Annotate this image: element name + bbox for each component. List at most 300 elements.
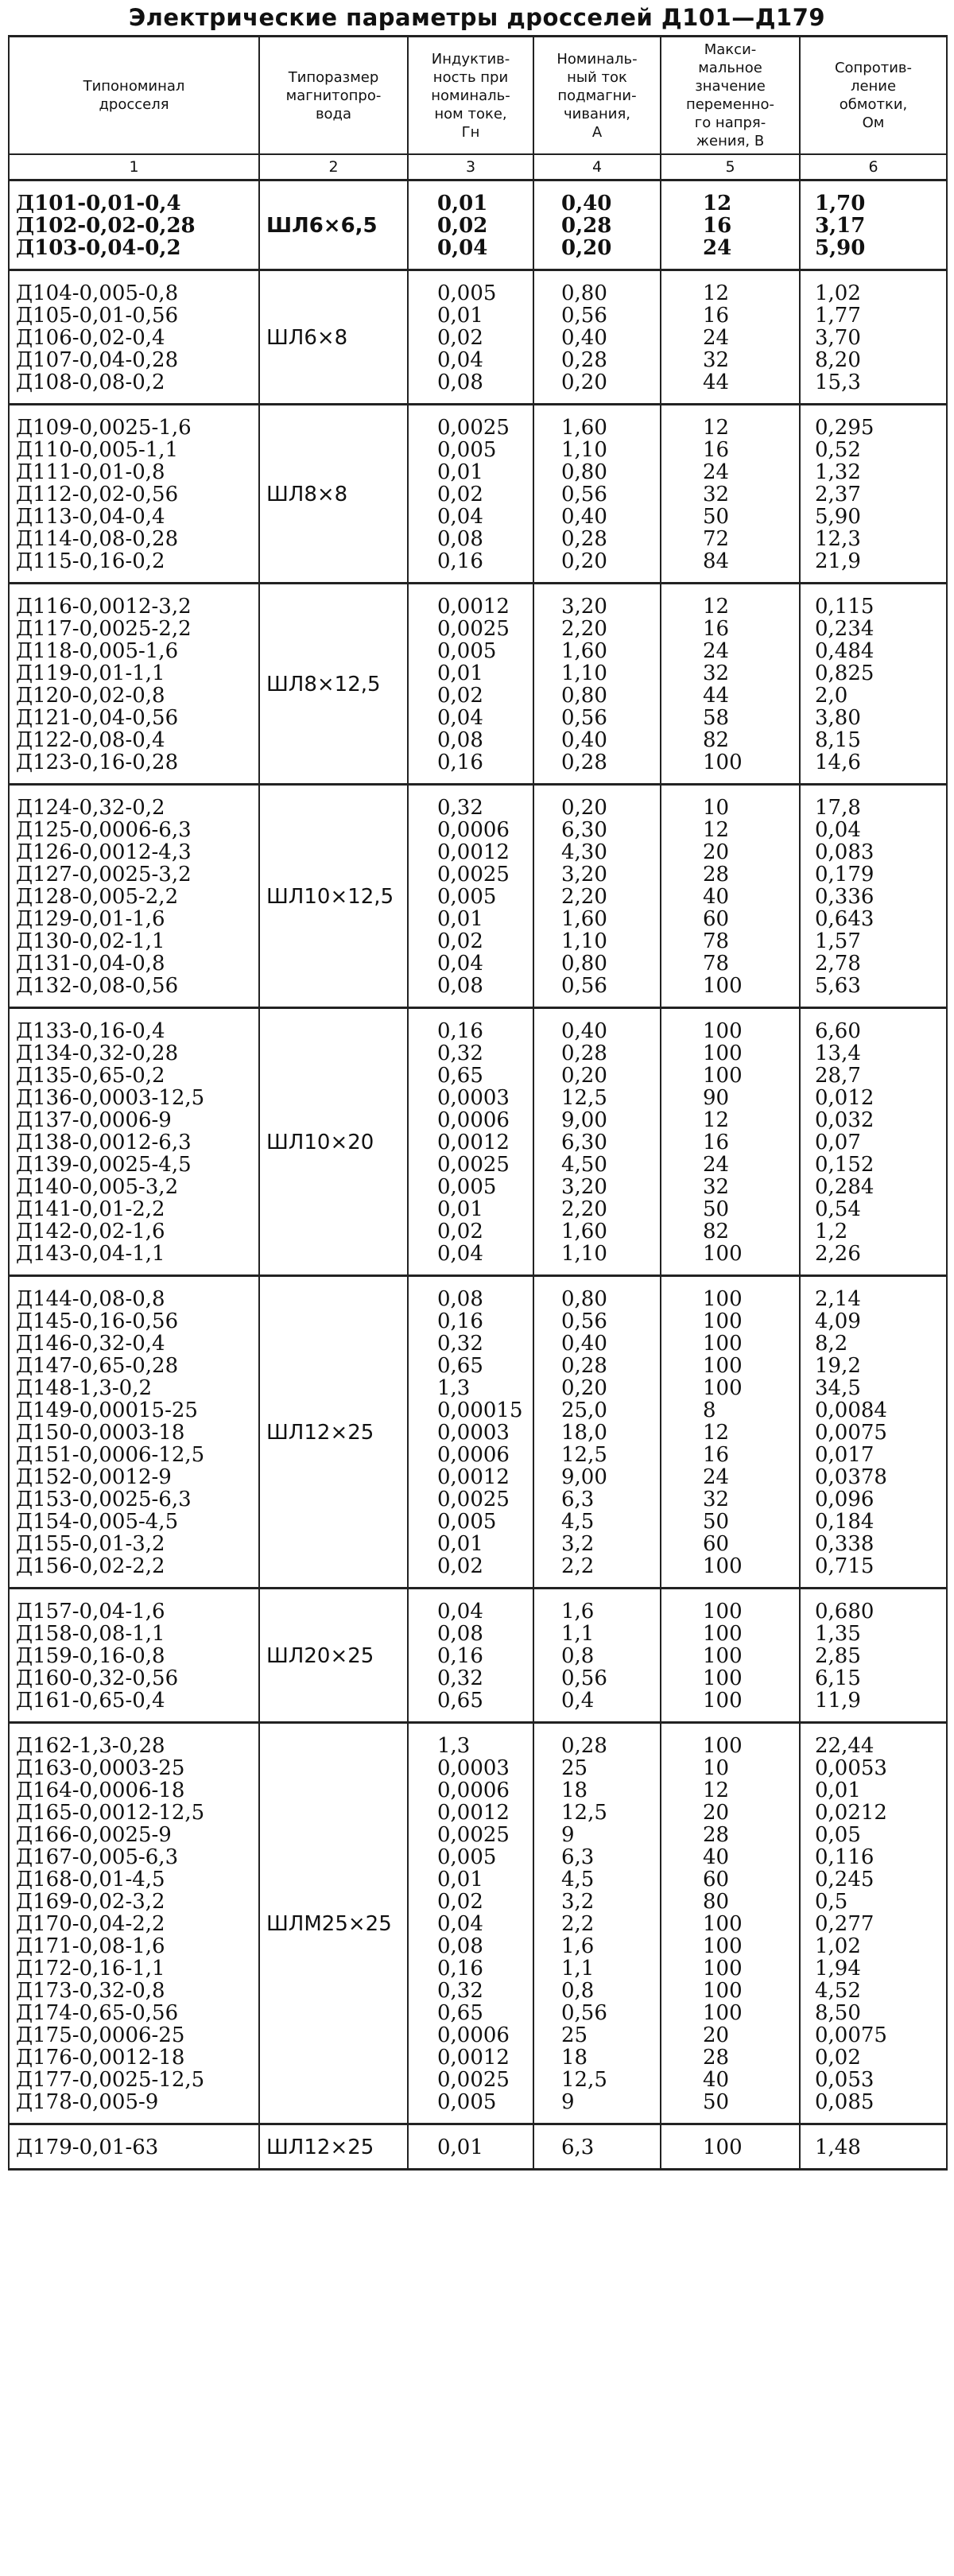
type-designation: Д159-0,16-0,8 <box>16 1644 165 1668</box>
type-designation: Д119-0,01-1,1 <box>16 661 165 685</box>
rated-current: 0,40 <box>561 728 607 752</box>
max-voltage: 32 <box>703 1175 730 1199</box>
rated-current: 1,1 <box>561 1622 595 1646</box>
inductance-cell <box>408 584 533 785</box>
table-row-group <box>9 1008 947 1276</box>
winding-resistance: 11,9 <box>815 1689 861 1713</box>
rated-current: 3,2 <box>561 1890 595 1914</box>
winding-resistance: 0,05 <box>815 1823 861 1847</box>
type-designation: Д108-0,08-0,2 <box>16 370 165 394</box>
rated-current: 0,28 <box>561 348 607 372</box>
type-designation-cell <box>9 1589 259 1723</box>
winding-resistance: 12,3 <box>815 527 861 551</box>
type-designation-cell <box>9 785 259 1008</box>
core-size-cell: ШЛ10×12,5 <box>259 785 408 1008</box>
header-line: мальное <box>698 60 762 76</box>
type-designation: Д135-0,65-0,2 <box>16 1064 165 1088</box>
winding-resistance: 1,48 <box>815 2136 861 2159</box>
type-designation-cell <box>9 2124 259 2170</box>
table-row-group <box>9 180 947 270</box>
max-voltage: 100 <box>703 1287 743 1311</box>
max-voltage: 100 <box>703 1309 743 1333</box>
max-voltage: 100 <box>703 2136 743 2159</box>
inductance-cell <box>408 405 533 584</box>
winding-resistance: 15,3 <box>815 370 861 394</box>
type-designation: Д162-1,3-0,28 <box>16 1734 165 1758</box>
column-header-4 <box>533 37 661 155</box>
winding-resistance: 0,0378 <box>815 1465 887 1489</box>
type-designation: Д168-0,01-4,5 <box>16 1868 165 1891</box>
type-designation: Д160-0,32-0,56 <box>16 1666 179 1690</box>
type-designation: Д121-0,04-0,56 <box>16 706 179 730</box>
max-voltage: 40 <box>703 1845 730 1869</box>
type-designation: Д154-0,005-4,5 <box>16 1510 179 1534</box>
header-line: ном токе, <box>434 105 507 122</box>
rated-current: 2,2 <box>561 1554 595 1578</box>
max-voltage: 24 <box>703 326 730 350</box>
type-designation: Д112-0,02-0,56 <box>16 483 179 506</box>
table-row-group <box>9 584 947 785</box>
type-designation: Д145-0,16-0,56 <box>16 1309 179 1333</box>
inductance: 0,0006 <box>437 2023 510 2047</box>
rated-current: 1,10 <box>561 438 607 462</box>
max-voltage-cell <box>661 405 800 584</box>
inductance: 0,0003 <box>437 1756 510 1780</box>
core-size-cell: ШЛ8×8 <box>259 405 408 584</box>
max-voltage: 100 <box>703 1376 743 1400</box>
type-designation: Д101-0,01-0,4 <box>16 192 181 215</box>
winding-resistance-cell <box>800 1589 947 1723</box>
max-voltage: 16 <box>703 1131 730 1154</box>
rated-current: 0,56 <box>561 1666 607 1690</box>
type-designation: Д142-0,02-1,6 <box>16 1220 165 1243</box>
max-voltage: 8 <box>703 1399 716 1422</box>
core-size-cell: ШЛ6×8 <box>259 270 408 405</box>
max-voltage: 16 <box>703 617 730 641</box>
type-designation: Д151-0,0006-12,5 <box>16 1443 205 1467</box>
rated-current: 18,0 <box>561 1421 607 1445</box>
max-voltage: 100 <box>703 1064 743 1088</box>
rated-current: 0,20 <box>561 236 612 260</box>
rated-current: 3,20 <box>561 595 607 619</box>
rated-current: 1,10 <box>561 929 607 953</box>
rated-current: 12,5 <box>561 1443 607 1467</box>
type-designation: Д174-0,65-0,56 <box>16 2001 179 2025</box>
inductance: 0,005 <box>437 885 497 909</box>
inductance: 0,02 <box>437 1554 483 1578</box>
type-designation: Д109-0,0025-1,6 <box>16 416 192 440</box>
winding-resistance: 2,14 <box>815 1287 861 1311</box>
header-line: вода <box>315 105 352 122</box>
rated-current: 0,80 <box>561 684 607 708</box>
inductance: 0,005 <box>437 1175 497 1199</box>
max-voltage: 50 <box>703 2090 730 2114</box>
inductance: 0,32 <box>437 1042 483 1065</box>
max-voltage: 40 <box>703 2068 730 2092</box>
max-voltage-cell <box>661 1276 800 1589</box>
type-designation: Д137-0,0006-9 <box>16 1108 172 1132</box>
type-designation: Д178-0,005-9 <box>16 2090 159 2114</box>
max-voltage: 100 <box>703 1600 743 1624</box>
inductance: 0,005 <box>437 2090 497 2114</box>
table-row-group <box>9 785 947 1008</box>
winding-resistance: 8,15 <box>815 728 861 752</box>
chokes-parameters-table <box>8 35 948 2171</box>
inductance: 0,65 <box>437 2001 483 2025</box>
type-designation-cell <box>9 1276 259 1589</box>
type-designation: Д114-0,08-0,28 <box>16 527 179 551</box>
type-designation: Д157-0,04-1,6 <box>16 1600 165 1624</box>
inductance: 1,3 <box>437 1376 471 1400</box>
winding-resistance: 22,44 <box>815 1734 874 1758</box>
winding-resistance: 0,179 <box>815 863 874 886</box>
rated-current: 0,20 <box>561 796 607 820</box>
max-voltage: 100 <box>703 1912 743 1936</box>
rated-current: 0,28 <box>561 214 612 238</box>
max-voltage: 24 <box>703 236 732 260</box>
type-designation: Д103-0,04-0,2 <box>16 236 181 260</box>
table-row-group <box>9 2124 947 2170</box>
winding-resistance: 0,152 <box>815 1153 874 1177</box>
inductance: 0,04 <box>437 348 483 372</box>
max-voltage: 90 <box>703 1086 730 1110</box>
type-designation: Д125-0,0006-6,3 <box>16 818 192 842</box>
rated-current: 0,40 <box>561 326 607 350</box>
header-line: Индуктив- <box>431 50 510 68</box>
inductance: 0,02 <box>437 929 483 953</box>
header-line: Гн <box>461 123 480 141</box>
inductance: 0,005 <box>437 1845 497 1869</box>
inductance-cell <box>408 270 533 405</box>
rated-current: 0,40 <box>561 192 612 215</box>
type-designation: Д131-0,04-0,8 <box>16 952 165 976</box>
rated-current: 1,60 <box>561 1220 607 1243</box>
rated-current: 9,00 <box>561 1108 607 1132</box>
rated-current: 1,6 <box>561 1600 595 1624</box>
rated-current-cell <box>533 1589 661 1723</box>
rated-current: 0,28 <box>561 1354 607 1378</box>
winding-resistance: 0,484 <box>815 639 874 663</box>
rated-current: 6,3 <box>561 1488 595 1511</box>
inductance: 0,16 <box>437 751 483 774</box>
column-number-6: 6 <box>800 154 947 180</box>
inductance: 0,0012 <box>437 1131 510 1154</box>
max-voltage: 12 <box>703 595 730 619</box>
winding-resistance: 5,90 <box>815 236 866 260</box>
rated-current: 0,28 <box>561 1042 607 1065</box>
inductance: 0,02 <box>437 483 483 506</box>
winding-resistance: 0,336 <box>815 885 874 909</box>
rated-current: 0,40 <box>561 1332 607 1356</box>
rated-current: 0,8 <box>561 1644 595 1668</box>
core-size-cell: ШЛ20×25 <box>259 1589 408 1723</box>
table-row-group <box>9 1589 947 1723</box>
winding-resistance: 0,085 <box>815 2090 874 2114</box>
max-voltage: 100 <box>703 1622 743 1646</box>
winding-resistance: 0,0212 <box>815 1801 887 1825</box>
rated-current: 1,1 <box>561 1957 595 1980</box>
type-designation: Д152-0,0012-9 <box>16 1465 172 1489</box>
inductance: 0,005 <box>437 438 497 462</box>
rated-current: 2,2 <box>561 1912 595 1936</box>
rated-current: 0,20 <box>561 1064 607 1088</box>
core-size-cell: ШЛ10×20 <box>259 1008 408 1276</box>
column-number-row <box>9 154 947 180</box>
table-body <box>9 180 947 2170</box>
inductance: 0,08 <box>437 370 483 394</box>
winding-resistance: 2,85 <box>815 1644 861 1668</box>
core-size-cell: ШЛ6×6,5 <box>259 180 408 270</box>
type-designation: Д105-0,01-0,56 <box>16 304 179 328</box>
winding-resistance: 0,284 <box>815 1175 874 1199</box>
max-voltage: 12 <box>703 1421 730 1445</box>
max-voltage: 24 <box>703 1465 730 1489</box>
type-designation: Д169-0,02-3,2 <box>16 1890 165 1914</box>
type-designation: Д138-0,0012-6,3 <box>16 1131 192 1154</box>
max-voltage: 100 <box>703 1689 743 1713</box>
max-voltage: 60 <box>703 907 730 931</box>
type-designation: Д147-0,65-0,28 <box>16 1354 179 1378</box>
winding-resistance: 3,80 <box>815 706 861 730</box>
rated-current: 1,10 <box>561 1242 607 1266</box>
max-voltage: 44 <box>703 684 730 708</box>
inductance: 0,0006 <box>437 1108 510 1132</box>
inductance: 0,32 <box>437 796 483 820</box>
max-voltage: 100 <box>703 1934 743 1958</box>
rated-current: 25,0 <box>561 1399 607 1422</box>
winding-resistance: 2,37 <box>815 483 861 506</box>
rated-current: 9,00 <box>561 1465 607 1489</box>
rated-current: 0,40 <box>561 505 607 529</box>
table-row-group <box>9 405 947 584</box>
inductance: 0,08 <box>437 1287 483 1311</box>
type-designation: Д134-0,32-0,28 <box>16 1042 179 1065</box>
inductance: 0,0025 <box>437 617 510 641</box>
rated-current: 1,60 <box>561 907 607 931</box>
inductance: 0,02 <box>437 1220 483 1243</box>
winding-resistance: 19,2 <box>815 1354 861 1378</box>
winding-resistance: 0,0075 <box>815 2023 887 2047</box>
type-designation: Д153-0,0025-6,3 <box>16 1488 192 1511</box>
inductance-cell <box>408 785 533 1008</box>
rated-current: 0,56 <box>561 706 607 730</box>
type-designation-cell <box>9 180 259 270</box>
rated-current: 0,56 <box>561 974 607 998</box>
winding-resistance: 8,20 <box>815 348 861 372</box>
rated-current: 25 <box>561 2023 588 2047</box>
rated-current: 0,56 <box>561 483 607 506</box>
type-designation: Д104-0,005-0,8 <box>16 281 179 305</box>
header-line: переменно- <box>685 96 775 113</box>
winding-resistance: 0,032 <box>815 1108 874 1132</box>
winding-resistance: 0,825 <box>815 661 874 685</box>
winding-resistance: 0,277 <box>815 1912 874 1936</box>
rated-current: 0,20 <box>561 549 607 573</box>
type-designation: Д111-0,01-0,8 <box>16 460 165 484</box>
winding-resistance: 0,053 <box>815 2068 874 2092</box>
max-voltage: 100 <box>703 1019 743 1043</box>
inductance: 0,005 <box>437 1510 497 1534</box>
max-voltage: 24 <box>703 460 730 484</box>
rated-current: 12,5 <box>561 2068 607 2092</box>
header-line: жения, В <box>696 133 765 149</box>
header-line: Типономинал <box>83 78 185 95</box>
type-designation: Д117-0,0025-2,2 <box>16 617 192 641</box>
winding-resistance-cell <box>800 405 947 584</box>
winding-resistance: 5,63 <box>815 974 861 998</box>
max-voltage: 72 <box>703 527 730 551</box>
inductance: 0,0006 <box>437 1443 510 1467</box>
header-line: подмагни- <box>557 87 637 104</box>
rated-current-cell <box>533 584 661 785</box>
max-voltage: 100 <box>703 1242 743 1266</box>
type-designation: Д170-0,04-2,2 <box>16 1912 165 1936</box>
header-line: Макси- <box>704 41 757 58</box>
rated-current: 2,20 <box>561 1197 607 1221</box>
column-header-6 <box>800 37 947 155</box>
header-line: магнитопро- <box>285 87 382 104</box>
rated-current: 3,20 <box>561 863 607 886</box>
header-line: ный ток <box>567 68 627 86</box>
rated-current: 0,28 <box>561 1734 607 1758</box>
rated-current: 0,4 <box>561 1689 595 1713</box>
rated-current-cell <box>533 1723 661 2124</box>
max-voltage: 10 <box>703 796 730 820</box>
winding-resistance: 0,01 <box>815 1779 861 1802</box>
winding-resistance-cell <box>800 2124 947 2170</box>
winding-resistance: 0,680 <box>815 1600 874 1624</box>
inductance: 0,65 <box>437 1064 483 1088</box>
type-designation: Д144-0,08-0,8 <box>16 1287 165 1311</box>
winding-resistance: 2,78 <box>815 952 861 976</box>
winding-resistance: 0,0075 <box>815 1421 887 1445</box>
winding-resistance: 0,54 <box>815 1197 861 1221</box>
inductance: 0,01 <box>437 1197 483 1221</box>
inductance: 0,0006 <box>437 818 510 842</box>
column-number-5: 5 <box>661 154 800 180</box>
winding-resistance-cell <box>800 785 947 1008</box>
type-designation: Д161-0,65-0,4 <box>16 1689 165 1713</box>
max-voltage: 50 <box>703 1510 730 1534</box>
max-voltage: 100 <box>703 1644 743 1668</box>
inductance: 0,005 <box>437 639 497 663</box>
max-voltage: 16 <box>703 1443 730 1467</box>
rated-current: 9 <box>561 2090 575 2114</box>
rated-current: 0,80 <box>561 952 607 976</box>
inductance: 0,08 <box>437 1622 483 1646</box>
type-designation: Д164-0,0006-18 <box>16 1779 185 1802</box>
type-designation: Д155-0,01-3,2 <box>16 1532 165 1556</box>
type-designation: Д110-0,005-1,1 <box>16 438 179 462</box>
rated-current: 1,10 <box>561 661 607 685</box>
max-voltage: 12 <box>703 1108 730 1132</box>
inductance: 0,0025 <box>437 2068 510 2092</box>
type-designation: Д120-0,02-0,8 <box>16 684 165 708</box>
max-voltage: 100 <box>703 1979 743 2003</box>
rated-current: 0,20 <box>561 1376 607 1400</box>
type-designation: Д136-0,0003-12,5 <box>16 1086 205 1110</box>
type-designation: Д115-0,16-0,2 <box>16 549 165 573</box>
winding-resistance: 1,2 <box>815 1220 848 1243</box>
type-designation: Д123-0,16-0,28 <box>16 751 179 774</box>
max-voltage: 28 <box>703 2046 730 2070</box>
header-line: значение <box>695 78 766 95</box>
rated-current: 3,20 <box>561 1175 607 1199</box>
type-designation: Д163-0,0003-25 <box>16 1756 185 1780</box>
table-row-group <box>9 270 947 405</box>
header-line: го напря- <box>694 114 766 131</box>
winding-resistance: 0,245 <box>815 1868 874 1891</box>
inductance: 0,65 <box>437 1354 483 1378</box>
type-designation: Д141-0,01-2,2 <box>16 1197 165 1221</box>
rated-current: 3,2 <box>561 1532 595 1556</box>
inductance: 1,3 <box>437 1734 471 1758</box>
type-designation: Д130-0,02-1,1 <box>16 929 165 953</box>
inductance: 0,01 <box>437 460 483 484</box>
header-line: ление <box>850 78 897 95</box>
type-designation: Д156-0,02-2,2 <box>16 1554 165 1578</box>
max-voltage: 32 <box>703 483 730 506</box>
max-voltage: 16 <box>703 214 732 238</box>
max-voltage-cell <box>661 1008 800 1276</box>
rated-current: 0,80 <box>561 1287 607 1311</box>
winding-resistance: 8,50 <box>815 2001 861 2025</box>
column-number-4: 4 <box>533 154 661 180</box>
inductance: 0,16 <box>437 1309 483 1333</box>
rated-current: 4,50 <box>561 1153 607 1177</box>
max-voltage: 100 <box>703 1042 743 1065</box>
inductance: 0,01 <box>437 192 488 215</box>
core-size-cell: ШЛ12×25 <box>259 1276 408 1589</box>
type-designation: Д107-0,04-0,28 <box>16 348 179 372</box>
header-line: А <box>591 123 603 141</box>
winding-resistance: 4,52 <box>815 1979 861 2003</box>
type-designation: Д132-0,08-0,56 <box>16 974 179 998</box>
winding-resistance: 6,60 <box>815 1019 861 1043</box>
rated-current: 0,56 <box>561 1309 607 1333</box>
winding-resistance: 6,15 <box>815 1666 861 1690</box>
max-voltage: 50 <box>703 1197 730 1221</box>
rated-current: 0,40 <box>561 1019 607 1043</box>
winding-resistance-cell <box>800 1276 947 1589</box>
type-designation-cell <box>9 405 259 584</box>
type-designation: Д126-0,0012-4,3 <box>16 840 192 864</box>
header-line: номиналь- <box>431 87 510 104</box>
inductance: 0,08 <box>437 728 483 752</box>
winding-resistance: 0,115 <box>815 595 874 619</box>
rated-current: 4,5 <box>561 1868 595 1891</box>
type-designation: Д133-0,16-0,4 <box>16 1019 165 1043</box>
inductance: 0,02 <box>437 684 483 708</box>
inductance-cell <box>408 1276 533 1589</box>
winding-resistance: 0,0053 <box>815 1756 887 1780</box>
inductance: 0,01 <box>437 661 483 685</box>
max-voltage: 10 <box>703 1756 730 1780</box>
rated-current: 1,60 <box>561 639 607 663</box>
max-voltage: 40 <box>703 885 730 909</box>
winding-resistance: 0,096 <box>815 1488 874 1511</box>
max-voltage: 16 <box>703 438 730 462</box>
winding-resistance: 28,7 <box>815 1064 861 1088</box>
max-voltage-cell <box>661 2124 800 2170</box>
max-voltage-cell <box>661 584 800 785</box>
header-row <box>9 37 947 155</box>
inductance-cell <box>408 180 533 270</box>
inductance: 0,04 <box>437 706 483 730</box>
max-voltage: 58 <box>703 706 730 730</box>
max-voltage: 16 <box>703 304 730 328</box>
winding-resistance: 0,5 <box>815 1890 848 1914</box>
